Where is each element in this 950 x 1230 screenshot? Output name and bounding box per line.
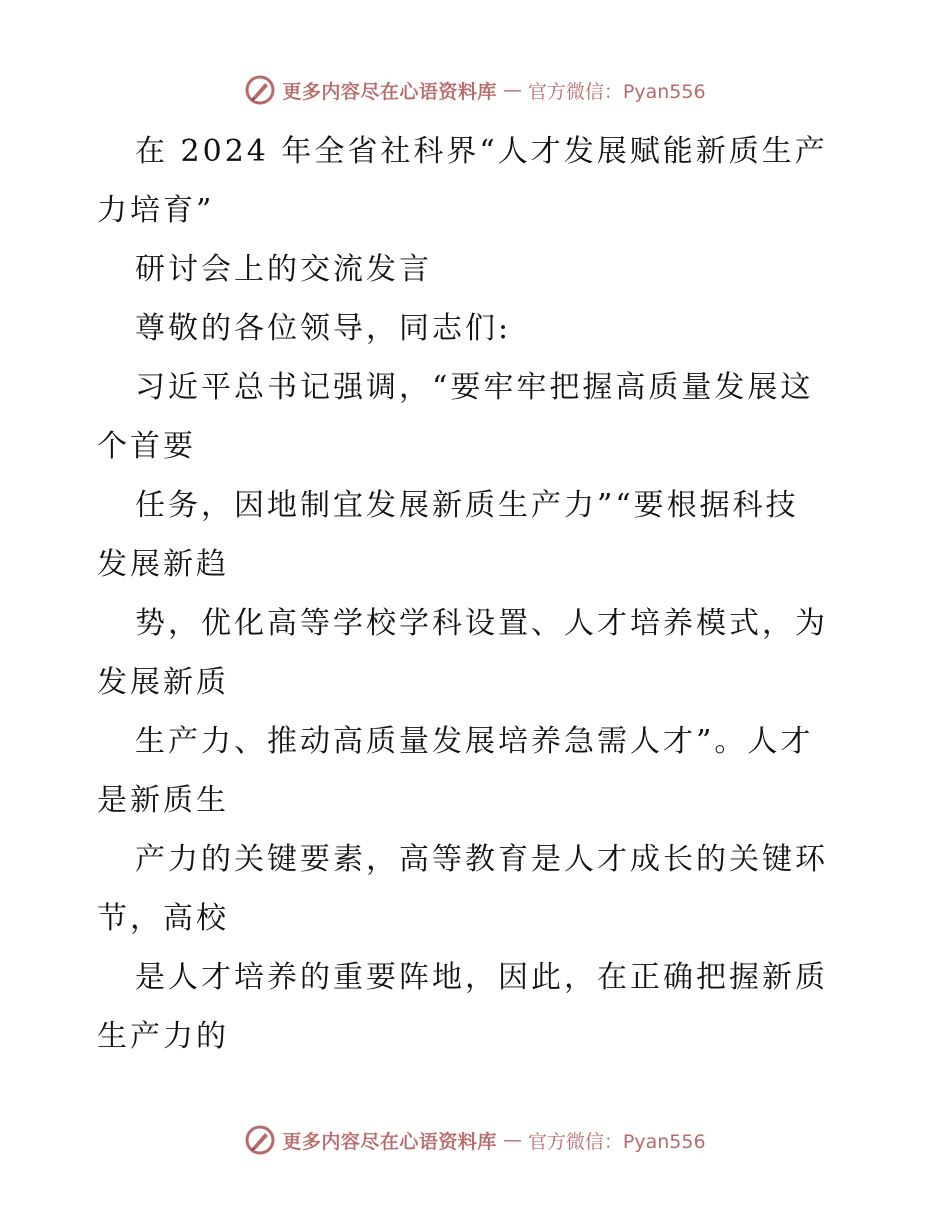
footer-watermark xyxy=(0,1120,950,1160)
text-line: 生产力、推动高质量发展培养急需人才”。人才 xyxy=(135,724,814,759)
text-line: 生产力的 xyxy=(97,1019,229,1054)
text-line: 尊敬的各位领导，同志们: xyxy=(135,311,512,346)
watermark-text: 更多内容尽在心语资料库 xyxy=(282,1130,497,1153)
text-line: 是新质生 xyxy=(97,783,229,818)
pen-in-circle-icon xyxy=(244,1124,276,1156)
watermark-dash: — xyxy=(502,1129,522,1151)
text-line: 节，高校 xyxy=(97,901,229,936)
text-line: 习近平总书记强调，“要牢牢把握高质量发展这 xyxy=(135,370,814,405)
pen-in-circle-icon xyxy=(244,74,276,106)
document-body xyxy=(97,122,857,1066)
watermark-text: 更多内容尽在心语资料库 xyxy=(282,80,497,103)
watermark-dash: — xyxy=(502,79,522,101)
text-line: 势，优化高等学校学科设置、人才培养模式，为 xyxy=(135,606,828,641)
text-line: 发展新质 xyxy=(97,665,229,700)
text-line: 任务，因地制宜发展新质生产力”“要根据科技 xyxy=(135,488,799,523)
text-line: 研讨会上的交流发言 xyxy=(135,252,432,287)
text-line: 在 2024 年全省社科界“人才发展赋能新质生产 xyxy=(135,134,828,169)
text-line: 个首要 xyxy=(97,429,196,464)
text-line: 发展新趋 xyxy=(97,547,229,582)
header-watermark xyxy=(0,70,950,110)
text-line: 是人才培养的重要阵地，因此，在正确把握新质 xyxy=(135,960,828,995)
text-line: 产力的关键要素，高等教育是人才成长的关键环 xyxy=(135,842,828,877)
watermark-contact: 官方微信：Pyan556 xyxy=(527,80,706,103)
text-line: 力培育” xyxy=(97,193,215,228)
watermark-contact: 官方微信：Pyan556 xyxy=(527,1130,706,1153)
